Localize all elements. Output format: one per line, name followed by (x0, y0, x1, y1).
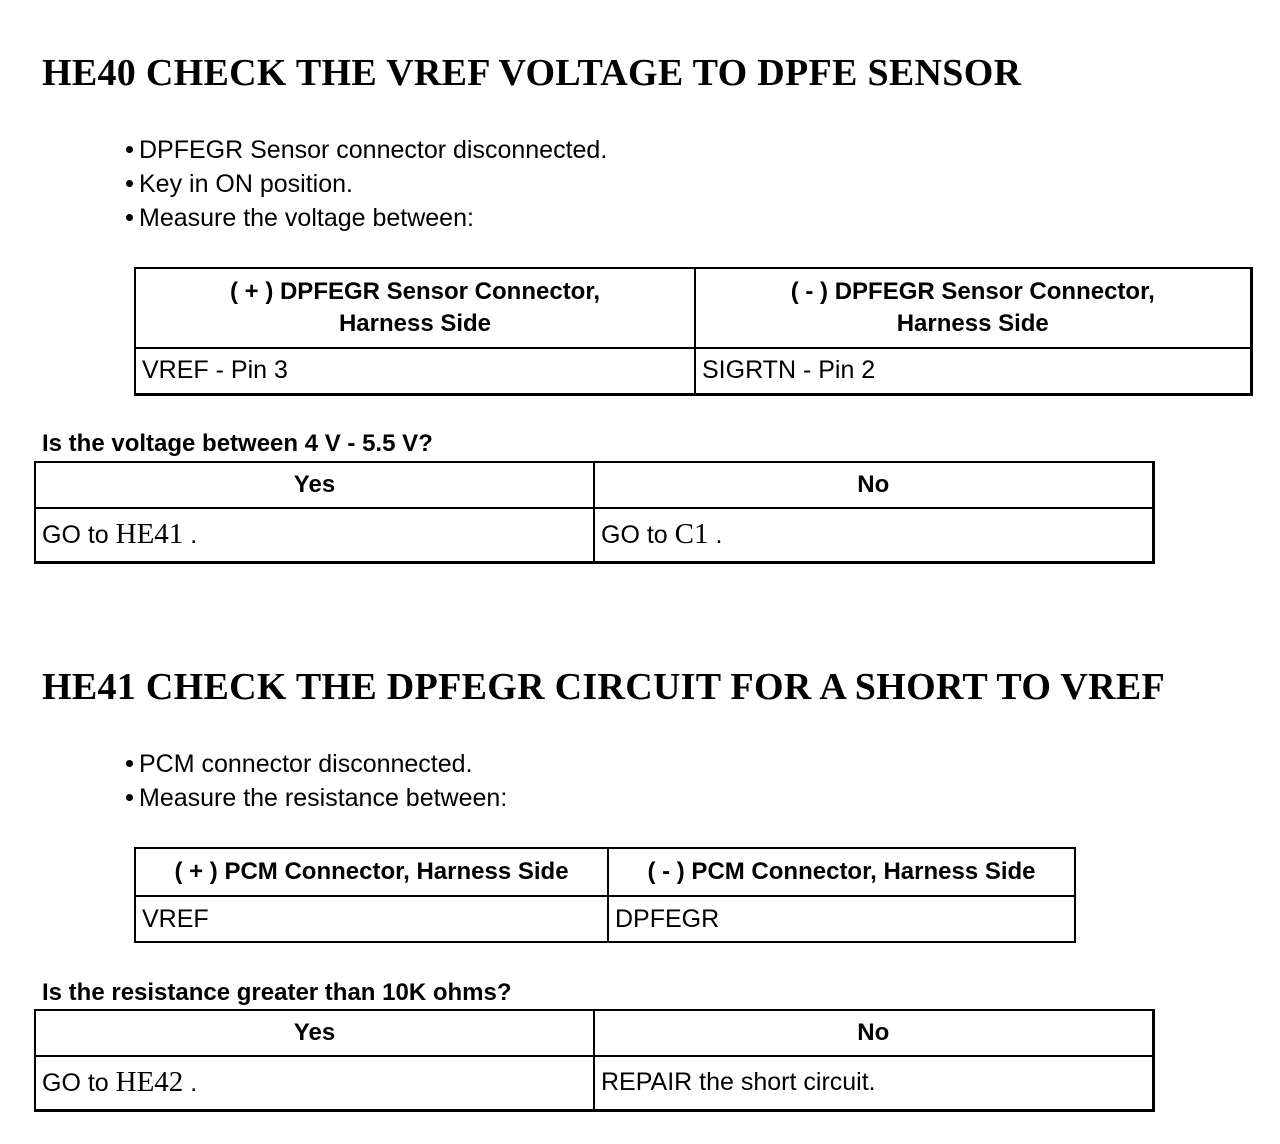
bullet-icon (126, 146, 133, 153)
column-header-yes: Yes (35, 1010, 594, 1056)
answer-table-he41 (34, 1009, 1155, 1112)
answer-cell-yes: GO to HE41 . (35, 508, 594, 562)
column-header-positive: ( + ) DPFEGR Sensor Connector, Harness Side (135, 268, 695, 348)
table-header-row (35, 462, 1153, 508)
step-link-c1[interactable]: C1 (674, 518, 709, 551)
list-item: Key in ON position. (126, 167, 607, 201)
answer-cell-no: GO to C1 . (594, 508, 1153, 562)
column-header-positive: ( + ) PCM Connector, Harness Side (135, 848, 608, 896)
table-cell-negative: SIGRTN - Pin 2 (695, 348, 1251, 394)
table-row (35, 1056, 1153, 1110)
step-link-he42[interactable]: HE42 (115, 1066, 184, 1099)
bullet-icon (126, 760, 133, 767)
bullet-icon (126, 180, 133, 187)
section-title-he41: HE41 CHECK THE DPFEGR CIRCUIT FOR A SHORT TO VREF (42, 666, 1165, 708)
answer-cell-no: REPAIR the short circuit. (594, 1056, 1153, 1110)
bullet-icon (126, 794, 133, 801)
table-cell-positive: VREF - Pin 3 (135, 348, 695, 394)
table-header-row (135, 848, 1075, 896)
step-list-he40 (126, 133, 607, 235)
step-list-he41 (126, 747, 507, 815)
table-cell-negative: DPFEGR (608, 896, 1075, 942)
column-header-negative: ( - ) PCM Connector, Harness Side (608, 848, 1075, 896)
column-header-yes: Yes (35, 462, 594, 508)
column-header-negative: ( - ) DPFEGR Sensor Connector, Harness Side (695, 268, 1251, 348)
list-item: PCM connector disconnected. (126, 747, 507, 781)
measure-table-he40 (134, 267, 1253, 396)
list-item: Measure the voltage between: (126, 201, 607, 235)
answer-table-he40 (34, 461, 1155, 564)
question-he41: Is the resistance greater than 10K ohms? (42, 979, 512, 1006)
answer-cell-yes: GO to HE42 . (35, 1056, 594, 1110)
table-row (35, 508, 1153, 562)
table-cell-positive: VREF (135, 896, 608, 942)
question-he40: Is the voltage between 4 V - 5.5 V? (42, 430, 433, 457)
table-header-row (135, 268, 1251, 348)
table-row (135, 896, 1075, 942)
list-item: DPFEGR Sensor connector disconnected. (126, 133, 607, 167)
section-title-he40: HE40 CHECK THE VREF VOLTAGE TO DPFE SENSOR (42, 52, 1022, 94)
column-header-no: No (594, 1010, 1153, 1056)
list-item: Measure the resistance between: (126, 781, 507, 815)
step-link-he41[interactable]: HE41 (115, 518, 184, 551)
table-header-row (35, 1010, 1153, 1056)
table-row (135, 348, 1251, 394)
bullet-icon (126, 214, 133, 221)
measure-table-he41 (134, 847, 1076, 943)
column-header-no: No (594, 462, 1153, 508)
